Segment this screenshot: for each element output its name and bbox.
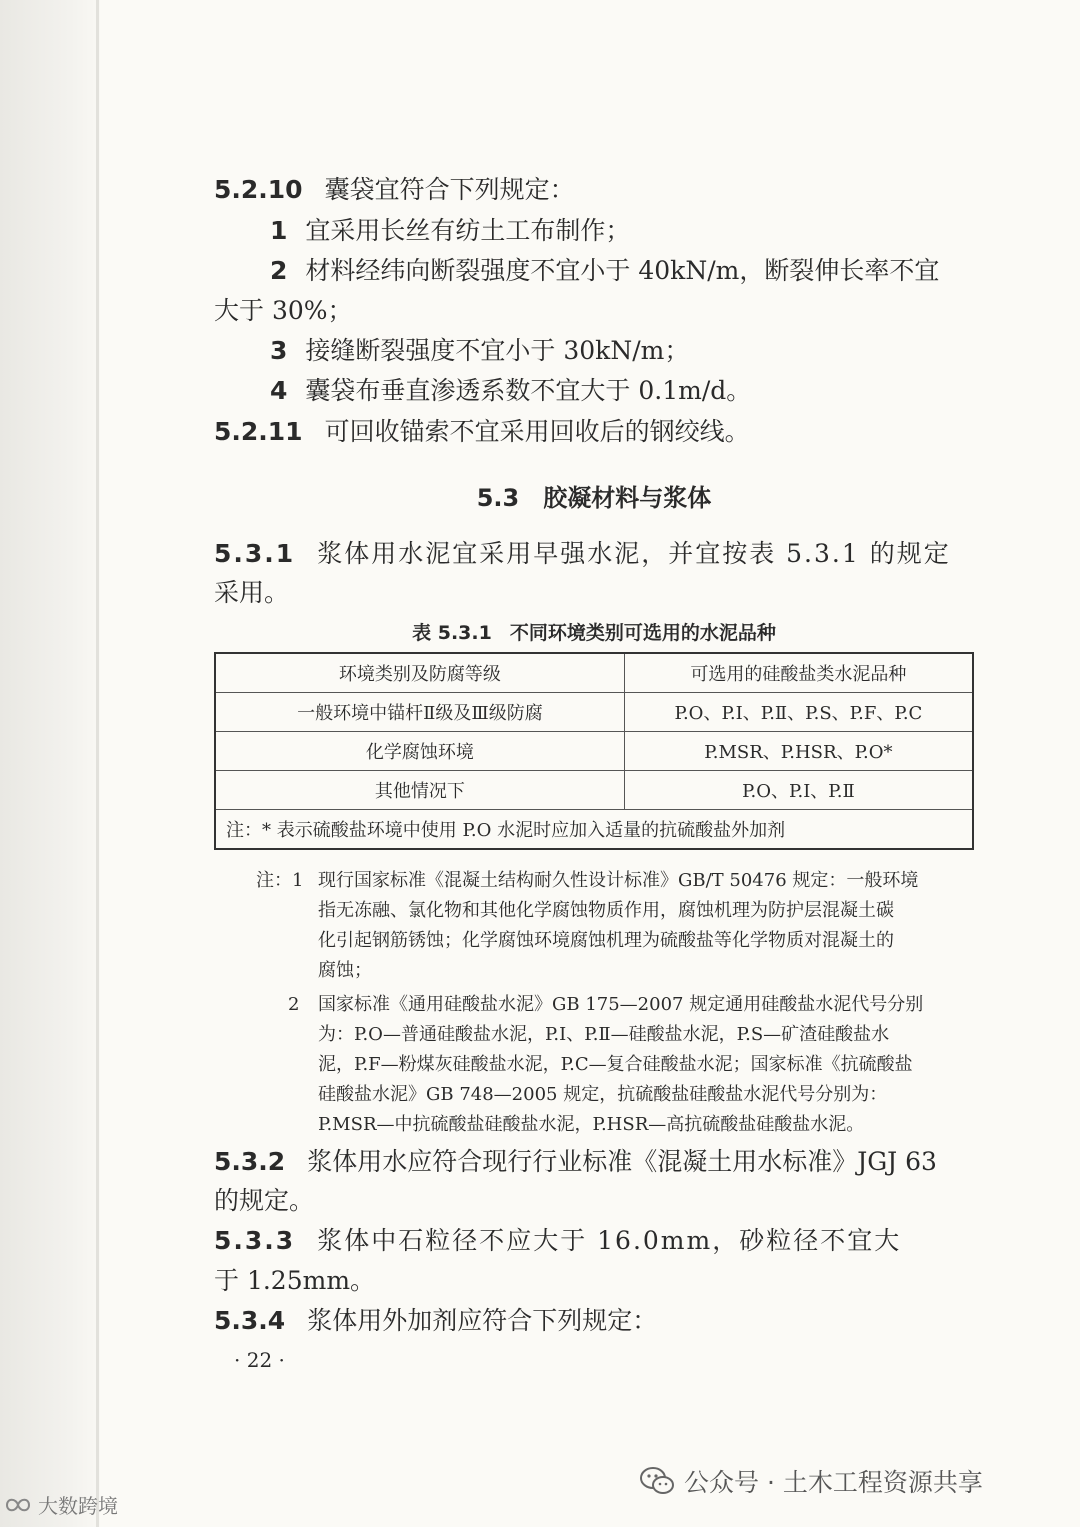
clause-5-3-2 — [214, 1142, 974, 1182]
item-number: 4 — [270, 376, 288, 405]
clause-text: 浆体中石粒径不应大于 16.0mm，砂粒径不宜大 — [317, 1226, 902, 1255]
list-item-3 — [214, 331, 1030, 371]
clause-text: 浆体用水泥宜采用早强水泥，并宜按表 5.3.1 的规定 — [317, 539, 951, 568]
table-cell: P.O、P.Ⅰ、P.Ⅱ — [624, 771, 973, 810]
table-row — [215, 771, 973, 810]
brand-name: 大数跨境 — [38, 1494, 118, 1518]
clause-number: 5.3.1 — [214, 539, 296, 568]
table-header: 可选用的硅酸盐类水泥品种 — [624, 653, 973, 693]
note-line: P.MSR—中抗硫酸盐硅酸盐水泥，P.HSR—高抗硫酸盐硅酸盐水泥。 — [318, 1114, 865, 1135]
brand-logo-icon — [4, 1494, 32, 1516]
clause-text: 可回收锚索不宜采用回收后的钢绞线。 — [324, 417, 750, 446]
table-row — [215, 693, 973, 732]
list-item-1 — [214, 211, 1030, 251]
clause-5-3-2-continued: 的规定。 — [214, 1186, 315, 1215]
wechat-account-name: 公众号 · 土木工程资源共享 — [684, 1468, 983, 1497]
clause-5-3-1 — [214, 534, 974, 574]
wechat-icon — [640, 1466, 674, 1496]
clause-number: 5.2.11 — [214, 417, 303, 446]
note-2 — [256, 990, 970, 1140]
note-label: 注：1 — [256, 870, 304, 891]
clause-number: 5.3.3 — [214, 1226, 296, 1255]
clause-number: 5.3.4 — [214, 1306, 286, 1335]
table-title: 不同环境类别可选用的水泥品种 — [509, 622, 776, 644]
brand-watermark — [4, 1490, 118, 1519]
table-number: 表 5.3.1 — [412, 622, 492, 644]
note-line: 腐蚀； — [318, 960, 372, 981]
cement-table — [214, 652, 974, 850]
table-cell: 化学腐蚀环境 — [215, 732, 624, 771]
note-line: 为：P.O—普通硅酸盐水泥，P.Ⅰ、P.Ⅱ—硅酸盐水泥，P.S—矿渣硅酸盐水 — [318, 1024, 890, 1045]
table-cell: P.O、P.Ⅰ、P.Ⅱ、P.S、P.F、P.C — [624, 693, 973, 732]
table-header: 环境类别及防腐等级 — [215, 653, 624, 693]
table-cell: 一般环境中锚杆Ⅱ级及Ⅲ级防腐 — [215, 693, 624, 732]
book-spine-shadow — [0, 0, 100, 1527]
page-edge — [96, 0, 99, 1527]
wechat-watermark — [640, 1463, 983, 1499]
item-number: 1 — [270, 216, 288, 245]
list-item-2 — [214, 251, 1030, 291]
note-line: 硅酸盐水泥》GB 748—2005 规定，抗硫酸盐硅酸盐水泥代号分别为： — [318, 1084, 888, 1105]
note-line: 化引起钢筋锈蚀；化学腐蚀环境腐蚀机理为硫酸盐等化学物质对混凝土的 — [318, 930, 894, 951]
item-number: 3 — [270, 336, 288, 365]
clause-text: 浆体用水应符合现行行业标准《混凝土用水标准》JGJ 63 — [307, 1147, 937, 1176]
table-caption — [214, 618, 974, 645]
list-item-2-continued: 大于 30%； — [214, 296, 353, 325]
clause-5-3-4 — [214, 1301, 974, 1341]
item-text: 囊袋布垂直渗透系数不宜大于 0.1m/d。 — [305, 376, 752, 405]
note-line: 现行国家标准《混凝土结构耐久性设计标准》GB/T 50476 规定：一般环境 — [318, 870, 919, 891]
note-1 — [256, 866, 970, 986]
note-label: 2 — [288, 994, 300, 1015]
item-text: 宜采用长丝有纺土工布制作； — [305, 216, 631, 245]
clause-text: 浆体用外加剂应符合下列规定： — [307, 1306, 658, 1335]
item-number: 2 — [270, 256, 288, 285]
table-header-row — [215, 653, 973, 693]
clause-5-2-10 — [214, 170, 974, 210]
item-text: 接缝断裂强度不宜小于 30kN/m； — [305, 336, 690, 365]
table-cell: 其他情况下 — [215, 771, 624, 810]
table-cell: P.MSR、P.HSR、P.O* — [624, 732, 973, 771]
table-footnote-row — [215, 810, 973, 850]
section-heading — [214, 478, 974, 513]
list-item-4 — [214, 371, 1030, 411]
clause-5-3-3-continued: 于 1.25mm。 — [214, 1266, 376, 1295]
note-line: 泥，P.F—粉煤灰硅酸盐水泥，P.C—复合硅酸盐水泥；国家标准《抗硫酸盐 — [318, 1054, 913, 1075]
page-number: · 22 · — [234, 1348, 285, 1372]
clause-number: 5.3.2 — [214, 1147, 286, 1176]
section-title: 胶凝材料与浆体 — [543, 484, 712, 512]
clause-5-3-3 — [214, 1221, 974, 1261]
table-row — [215, 732, 973, 771]
note-line: 指无冻融、氯化物和其他化学腐蚀物质作用，腐蚀机理为防护层混凝土碳 — [318, 900, 894, 921]
clause-5-3-1-continued: 采用。 — [214, 578, 290, 607]
section-number: 5.3 — [476, 484, 520, 512]
note-line: 国家标准《通用硅酸盐水泥》GB 175—2007 规定通用硅酸盐水泥代号分别 — [318, 994, 924, 1015]
table-footnote: 注：* 表示硫酸盐环境中使用 P.O 水泥时应加入适量的抗硫酸盐外加剂 — [215, 810, 973, 850]
clause-number: 5.2.10 — [214, 175, 303, 204]
item-text: 材料经纬向断裂强度不宜小于 40kN/m，断裂伸长率不宜 — [305, 256, 940, 285]
clause-text: 囊袋宜符合下列规定： — [324, 175, 575, 204]
clause-5-2-11 — [214, 412, 974, 452]
notes-block — [256, 866, 970, 1140]
